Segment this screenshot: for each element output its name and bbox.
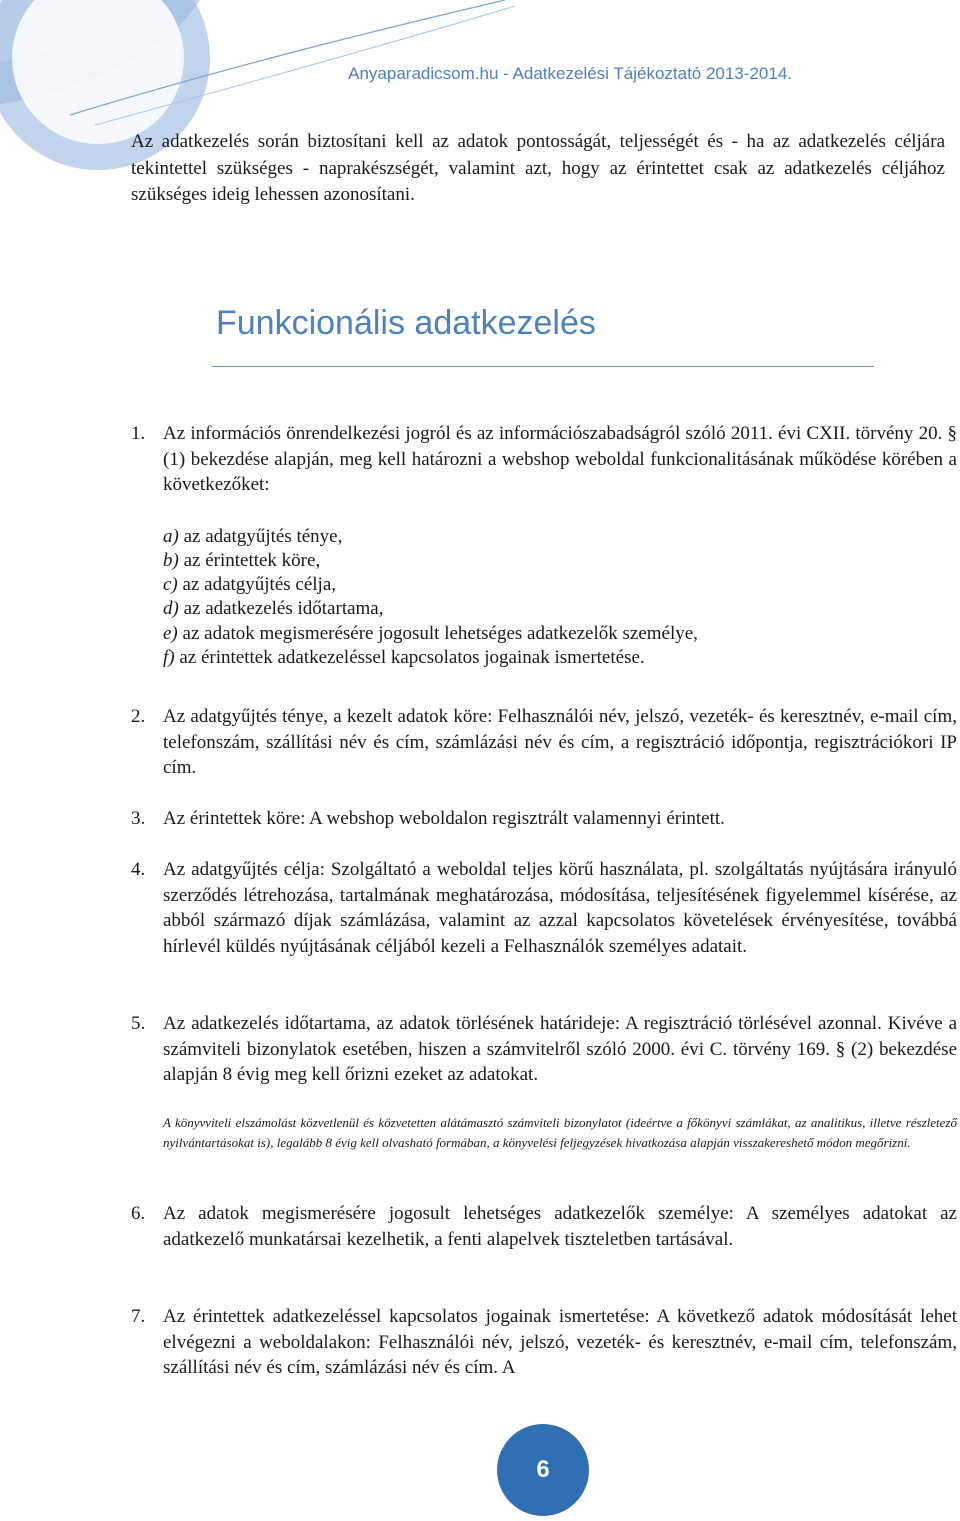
sublist-item xyxy=(163,646,957,670)
sublist-text: az érintettek adatkezeléssel kapcsolatos jogainak ismertetése. xyxy=(179,646,645,668)
sublist-text: az adatok megismerésére jogosult lehetséges adatkezelők személye, xyxy=(182,622,698,644)
list-item xyxy=(131,704,957,781)
item-text: Az adatgyűjtés célja: Szolgáltató a weboldal teljes körű használata, pl. szolgáltatás nyújtására irányuló szerződés létrehozása, tartalmának meghatározása, módosítása, teljesítésének figyelemmel kísérése, az abból származó díjak számlázása, valamint az azzal kapcsolatos követelések érvényesítése, továbbá hírlevél küldés nyújtásának céljából kezeli a Felhasználók személyes adatait. xyxy=(163,859,957,957)
item-text: Az adatok megismerésére jogosult lehetséges adatkezelők személye: A személyes adatokat az adatkezelő munkatársai kezelhetik, a fenti alapelvek tiszteletben tartásával. xyxy=(163,1203,957,1250)
item-number: 2. xyxy=(131,706,146,727)
footnote-text: A könyvviteli elszámolást közvetlenül és közvetetten alátámasztó számviteli bizonylatot (ideértve a főkönyvi számlákat, az analitikus, illetve részletező nyilvántartásokat is), legalább 8 évig kell olvasható formában, a könyvelési feljegyzések hivatkozása alapján visszakereshető módon megőrizni. xyxy=(163,1115,957,1150)
list-item xyxy=(131,857,957,959)
item-number: 3. xyxy=(131,808,146,829)
section-divider xyxy=(212,366,874,367)
sublist-item xyxy=(163,622,957,646)
item-text: Az érintettek köre: A webshop weboldalon regisztrált valamennyi érintett. xyxy=(163,808,725,829)
sublist xyxy=(163,525,957,671)
sublist-letter: f) xyxy=(163,646,175,668)
list-item xyxy=(131,421,957,670)
sublist-text: az adatgyűjtés ténye, xyxy=(183,525,343,547)
item-number: 4. xyxy=(131,859,146,880)
sublist-text: az érintettek köre, xyxy=(183,549,321,571)
list-item xyxy=(131,806,957,832)
sublist-item xyxy=(163,525,957,549)
sublist-item xyxy=(163,597,957,621)
item-number: 6. xyxy=(131,1203,146,1224)
sublist-letter: e) xyxy=(163,622,178,644)
list-item xyxy=(131,1011,957,1088)
item-number: 7. xyxy=(131,1306,146,1327)
item-text: Az érintettek adatkezeléssel kapcsolatos jogainak ismertetése: A következő adatok módosítását lehet elvégezni a weboldalakon: Felhasználói név, jelszó, vezeték- és keresztnév, e-mail cím, telefonszám, szállítási név és cím, számlázási név és cím. A xyxy=(163,1306,957,1378)
item-text: Az információs önrendelkezési jogról és az információszabadságról szóló 2011. évi CXII. törvény 20. § (1) bekezdése alapján, meg kell határozni a webshop weboldal funkcionalitásának működése körében a következőket: xyxy=(163,423,957,495)
item-text: Az adatgyűjtés ténye, a kezelt adatok köre: Felhasználói név, jelszó, vezeték- és keresztnév, e-mail cím, telefonszám, szállítási név és cím, számlázási név és cím, a regisztráció időpontja, regisztrációkori IP cím. xyxy=(163,706,957,778)
page-number: 6 xyxy=(536,1456,550,1483)
list-item xyxy=(131,1201,957,1252)
page-number-badge xyxy=(497,1424,589,1516)
section-title: Funkcionális adatkezelés xyxy=(216,304,596,342)
sublist-text: az adatkezelés időtartama, xyxy=(183,598,384,620)
item-number: 1. xyxy=(131,423,146,444)
sublist-letter: a) xyxy=(163,525,179,547)
header-title: Anyaparadicsom.hu - Adatkezelési Tájékoztató 2013-2014. xyxy=(348,64,792,83)
item-text: Az adatkezelés időtartama, az adatok törlésének határideje: A regisztráció törlésével azonnal. Kivéve a számviteli bizonylatok esetében, hiszen a számvitelről szóló 2000. évi C. törvény 169. § (2) bekezdése alapján 8 évig meg kell őrizni ezeket az adatokat. xyxy=(163,1013,957,1085)
intro-paragraph: Az adatkezelés során biztosítani kell az adatok pontosságát, teljességét és - ha az adatkezelés céljára tekintettel szükséges - naprakészségét, valamint azt, hogy az érintettet csak az adatkezelés céljához szükséges ideig lehessen azonosítani. xyxy=(131,131,945,205)
list-item xyxy=(131,1304,957,1381)
sublist-letter: d) xyxy=(163,598,179,620)
sublist-item xyxy=(163,573,957,597)
sublist-item xyxy=(163,549,957,573)
sublist-letter: b) xyxy=(163,549,179,571)
sublist-letter: c) xyxy=(163,574,178,596)
item-number: 5. xyxy=(131,1013,146,1034)
sublist-text: az adatgyűjtés célja, xyxy=(182,574,337,596)
